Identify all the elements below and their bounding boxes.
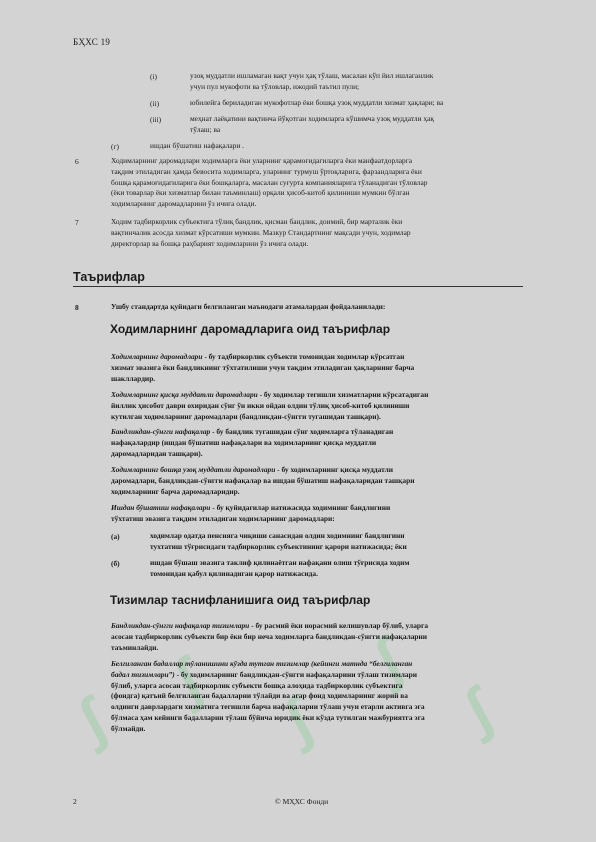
list-item-label: (б) (111, 559, 120, 568)
definition-block (111, 503, 523, 525)
footer-copyright: © МҲХС Фонди (275, 797, 329, 806)
text-line: Ходим тадбиркорлик субъектига тўлиқ бандлик, қисман бандлик, доимий, бир марталик ёки (111, 217, 403, 226)
doc-header-code: БҲХС 19 (73, 37, 111, 47)
text-line: вақтинчалик асосда хизмат кўрсатиши мумкин. Мазкур Стандартнинг мақсади учун, ходимлар (111, 227, 411, 237)
text-line: ходимларнинг даромадларини ўз ичига олади. (111, 199, 257, 209)
text-line: даромадларидан ташқари). (111, 448, 203, 458)
text-line: бўлмайди. (111, 723, 146, 733)
text-line: асосан тадбиркорлик субъекти бир ёки бир неча ходимларга бандликдан-сўнгги нафақаларни (111, 631, 428, 641)
section-heading: Таърифлар (73, 270, 523, 287)
paragraph-7 (111, 217, 523, 249)
text-line: Ишдан бўшатиш нафақалари - бу қуйидагилар натижасида ходимнинг бандлигини (111, 503, 391, 512)
list-item-label: (ii) (150, 99, 160, 108)
list-item-label: (а) (111, 532, 120, 541)
text-line: йиллик ҳисобот даври охиридан сўнг ўн икки ойдан олдин тўлиқ ҳисоб-китоб қилиниши (111, 400, 410, 410)
definition-block (111, 390, 523, 422)
list-item-text (190, 114, 525, 136)
text-line: Бандликдан-сўнгги нафақалар - бу бандлик тугашидан сўнг ходимларга тўланадиган (111, 427, 394, 436)
definition-block (111, 621, 523, 653)
text-line: таъминлайди. (111, 642, 159, 652)
text-line: хизмат эвазига ёки бандликнинг тўхтатилиши учун тақдим этиладиган ҳақларнинг барча (111, 362, 415, 372)
text-line: (фондга) қатъий белгиланган бадалларни тўлайди ва агар фонд ходимларнинг жорий ва (111, 691, 408, 701)
paragraph-number: 7 (75, 218, 79, 227)
text-line: (ёки товарлар ёки хизматлар билан таъминлаш) орқали ҳисоб-китоб қилиниши мумкин бўлган (111, 188, 410, 198)
watermark-shape: ∫ (68, 686, 115, 753)
definition-block (111, 352, 523, 384)
paragraph-6 (111, 156, 523, 210)
text-line: Ходимларнинг даромадлари - бу тадбиркорлик субъекти томонидан ходимлар кўрсатган (111, 352, 405, 361)
subsection-heading: Тизимлар таснифланишига оид таърифлар (110, 593, 371, 607)
list-item-text (150, 531, 523, 553)
list-item-label: (i) (150, 72, 157, 81)
text-line: бошқа қарамоғидагиларига ёки бошқаларга, масалан суғурта компанияларига тўланадиган тўловлар (111, 177, 428, 187)
list-item-text (190, 71, 525, 93)
subsection-heading: Ходимларнинг даромадларига оид таърифлар (110, 322, 391, 336)
list-item-label: (г) (111, 142, 119, 151)
text-line: меҳнат лаёқатини вақтинча йўқотган ходимларга кўшимча узоқ муддатли ҳақ (190, 114, 434, 123)
watermark-shape: ∫ (164, 646, 211, 713)
list-item-text (150, 558, 523, 580)
definition-block (111, 427, 523, 459)
text-line: Ходимларнинг қисқа муддатли даромадлари - бу ходимлар тегишли хизматларни кўрсатадиган (111, 390, 429, 399)
text-line: даромадлари, бандликдан-сўнгги нафақалар ва ишдан бўшатиш нафақаларидан ташқари (111, 475, 415, 485)
text-line: тўлаш; ва (190, 124, 221, 134)
list-item-text: ишдан бўшатиш нафақалари . (150, 141, 245, 150)
paragraph-number: 6 (75, 157, 79, 166)
text-line: олдинги даврлардаги хизматига тегишли барча нафақаларни тўлаш учун етарли активга эга (111, 702, 425, 712)
text-line: ходимларнинг барча даромадларидир. (111, 486, 240, 496)
watermark-shape: ∫ (365, 626, 411, 693)
text-line: тўхтатиш эвазига тақдим этиладиган ходимларнинг даромадлари: (111, 513, 335, 523)
text-line: Ходимларнинг бошқа узоқ муддатли даромадлари - бу ходимларнинг қисқа муддатли (111, 465, 393, 474)
text-line: Белгиланган бадаллар тўланишини кўзда тутган тизимлар (кейинги матнда “белгиланган (111, 659, 413, 668)
text-line: учун пул мукофоти ва тўловлар, ижодий таътил пули; (190, 81, 360, 91)
paragraph-8: Ушбу стандартда қуйидаги белгиланган маънодаги атамалардан фойдаланилади: (111, 302, 386, 311)
text-line: Ходимларнинг даромадлари ходимларга ёки уларнинг қарамоғидагиларга ёки манфаатдорларга (111, 156, 413, 165)
watermark-shape: ∫ (455, 676, 501, 743)
paragraph-number: 8 (75, 303, 79, 312)
text-line: ходимлар одатда пенсияга чиқиши санасидан олдин ходимнинг бандлигини (150, 531, 405, 540)
text-line: узоқ муддатли ишламаган вақт учун ҳақ тўлаш, масалан кўп йил ишлаганлик (190, 71, 434, 80)
text-line: юбилейга бериладиган мукофотлар ёки бошқа узоқ муддатли хизмат ҳақлари; ва (190, 98, 444, 107)
text-line: бўлмаса ҳам кейинги бадалларни тўлаш бўйича юридик ёки кўзда тутилган мажбуриятга эга (111, 712, 425, 722)
page-number: 2 (73, 797, 77, 806)
list-item-label: (iii) (150, 115, 162, 124)
text-line: шакллардир. (111, 373, 156, 383)
text-line: томонидан қабул қилинадиган қарор натижасида. (150, 568, 318, 578)
text-line: тухтатиш тўғрисидаги тадбиркорлик субъектининг қарори натижасида; ёки (150, 541, 407, 551)
text-line: директорлар ва бошқа раҳбарият ходимларини ўз ичига олади. (111, 238, 309, 248)
list-item-text (190, 98, 525, 109)
text-line: кутилган ходимларнинг даромадлари (бандликдан-сўнгги тугашидан ташқари). (111, 411, 381, 421)
text-line: Бандликдан-сўнгги нафақалар тизимлари - бу расмий ёки норасмий келишувлар бўлиб, уларга (111, 621, 429, 630)
definition-block (111, 465, 523, 497)
text-line: бадал тизимлари”) - бу ходимларнинг бандликдан-сўнгги нафақаларини тўлаш тизимлари (111, 669, 417, 679)
watermark-shape: ∫ (275, 686, 321, 753)
definition-block (111, 659, 523, 735)
text-line: бўлиб, уларга асосан тадбиркорлик субъекти бошқа алоҳида тадбиркорлик субъектига (111, 680, 403, 690)
text-line: нафақалардир (ишдан бўшатиш нафақалари ва ходимларнинг қисқа муддатли (111, 437, 377, 447)
text-line: тақдим этиладиган ҳамда бевосита ходимларга, уларнинг турмуш ўртоқларига, фарзандларига ёки (111, 166, 422, 176)
text-line: ишдан бўшаш эвазига таклиф қилинаётган нафақани олиш тўғрисида ходим (150, 558, 410, 567)
